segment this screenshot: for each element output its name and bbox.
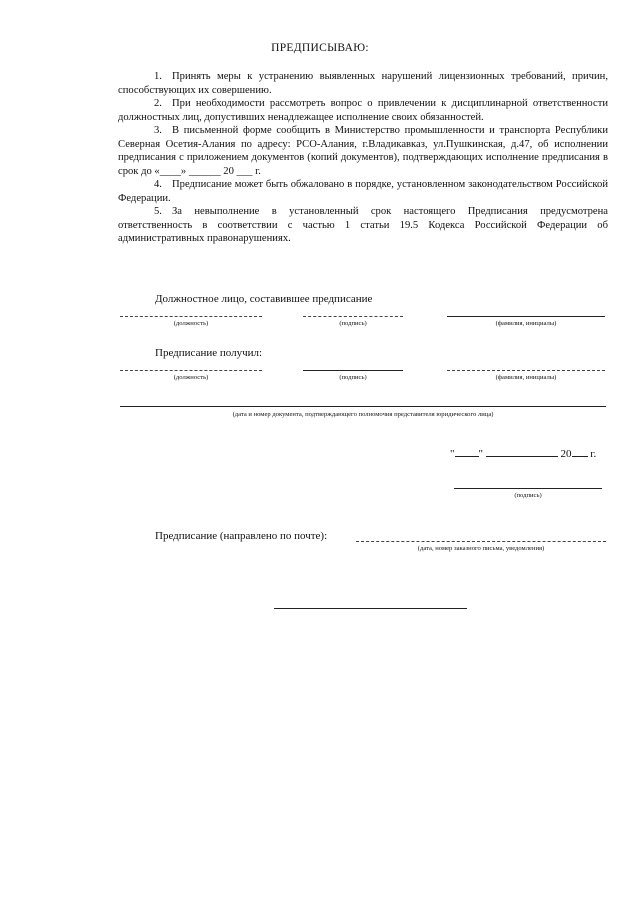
signature-caption: (подпись) <box>514 492 542 499</box>
order-item-text: В письменной форме сообщить в Министерство промышленности и транспорта Республики Северная Осетия-Алания по адресу: РСО-Алания, г.Владикавказ, ул.Пушкинская, д.47, об исполнении предписания с приложением документов (копий документов), подтверждающих исполнение предписания в срок до «____» ______ 20 ___ г. <box>118 125 608 177</box>
order-item-number: 5. <box>154 206 162 217</box>
authority-document-caption: (дата и номер документа, подтверждающего полномочия представителя юридического лица) <box>232 411 494 418</box>
order-item <box>118 97 608 124</box>
mail-caption: (дата, номер заказного письма, уведомления) <box>417 545 545 552</box>
order-item-text: Принять меры к устранению выявленных нарушений лицензионных требований, причин, способствующих их совершению. <box>118 71 608 96</box>
order-items-list <box>118 70 608 246</box>
signature-line <box>454 488 602 489</box>
mail-line <box>356 541 606 542</box>
date-century: 20 <box>560 448 572 460</box>
official-label: Должностное лицо, составившее предписание <box>155 293 373 305</box>
official-name-caption: (фамилия, инициалы) <box>495 320 557 327</box>
date-suffix: г. <box>590 448 597 460</box>
official-name-line <box>447 316 605 317</box>
order-item <box>118 178 608 205</box>
date-row <box>450 446 610 460</box>
closing-separator <box>274 608 467 609</box>
order-item-text: Предписание может быть обжаловано в порядке, установленном законодательством Российской Федерации. <box>118 179 608 204</box>
received-label: Предписание получил: <box>155 347 263 359</box>
order-item <box>118 70 608 97</box>
order-item <box>118 124 608 178</box>
received-name-line <box>447 370 605 371</box>
official-position-caption: (должность) <box>173 320 209 327</box>
order-item-number: 4. <box>154 179 162 190</box>
date-year-blank <box>572 446 588 457</box>
official-position-line <box>120 316 262 317</box>
authority-document-line <box>120 406 606 407</box>
official-signature-caption: (подпись) <box>339 320 367 327</box>
received-name-caption: (фамилия, инициалы) <box>495 374 557 381</box>
received-position-caption: (должность) <box>173 374 209 381</box>
order-item-number: 2. <box>154 98 162 109</box>
date-close-quote: " <box>478 448 483 460</box>
received-position-line <box>120 370 262 371</box>
order-item-number: 1. <box>154 71 162 82</box>
order-item-text: За невыполнение в установленный срок настоящего Предписания предусмотрена ответственность в соответствии с частью 1 статьи 19.5 Кодекса Российской Федерации об административных правонарушениях. <box>118 206 608 244</box>
date-open-quote: " <box>450 448 455 460</box>
order-item <box>118 205 608 246</box>
official-signature-line <box>303 316 403 317</box>
order-item-text: При необходимости рассмотреть вопрос о привлечении к дисциплинарной ответственности должностных лиц, допустивших ненадлежащее исполнение своих обязанностей. <box>118 98 608 123</box>
received-signature-caption: (подпись) <box>339 374 367 381</box>
date-month-blank <box>486 446 558 457</box>
date-day-blank <box>455 446 479 457</box>
order-item-number: 3. <box>154 125 162 136</box>
document-heading: ПРЕДПИСЫВАЮ: <box>271 42 369 54</box>
mail-label: Предписание (направлено по почте): <box>155 530 328 542</box>
received-signature-line <box>303 370 403 371</box>
